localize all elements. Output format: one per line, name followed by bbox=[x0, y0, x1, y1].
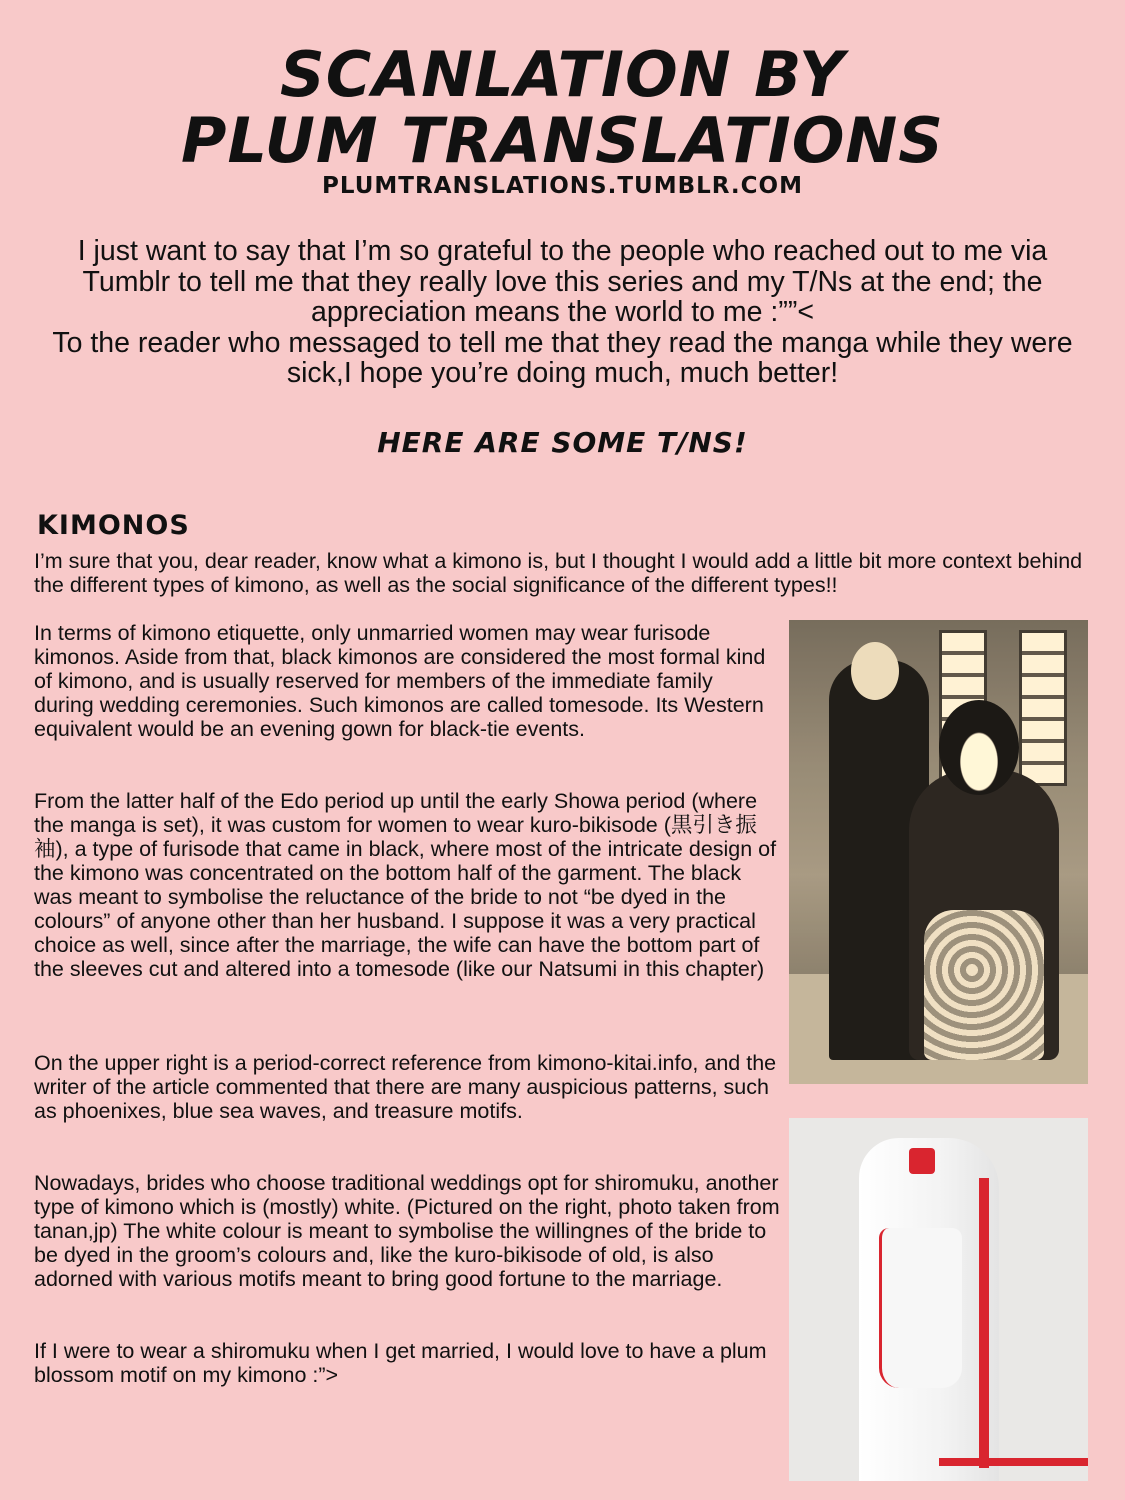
section-heading-kimonos: KIMONOS bbox=[37, 510, 190, 541]
intro-thanks: I just want to say that I’m so grateful to the people who reached out to me via Tumblr to tell me that they really love this series and my T/Ns at the end; the appreciation means the world to me :””< bbox=[77, 235, 1048, 328]
paragraph-etiquette: In terms of kimono etiquette, only unmarried women may wear furisode kimonos. Aside from that, black kimonos are considered the most formal kind of kimono, and is usually reserved for members of the immediate family during wedding ceremonies. Such kimonos are called tomesode. Its Western equivalent would be an evening gown for black-tie events. bbox=[34, 621, 766, 741]
kimono-pattern bbox=[924, 910, 1044, 1060]
page-title bbox=[0, 38, 1125, 177]
intro-get-well: To the reader who messaged to tell me that they read the manga while they were sick,I hope you’re doing much, much better! bbox=[52, 326, 1073, 389]
paragraph-reference: On the upper right is a period-correct reference from kimono-kitai.info, and the writer of the article commented that there are many auspicious patterns, such as phoenixes, blue sea waves, and treasure motifs. bbox=[34, 1051, 777, 1123]
intro-message bbox=[40, 236, 1085, 389]
red-lining bbox=[979, 1178, 989, 1468]
window-decor bbox=[1019, 630, 1067, 786]
paragraph-intro: I’m sure that you, dear reader, know what a kimono is, but I thought I would add a little bit more context behind the different types of kimono, as well as the social significance of the different types!! bbox=[34, 549, 1083, 597]
title-line-1: SCANLATION BY bbox=[280, 38, 845, 111]
red-hem bbox=[939, 1458, 1088, 1466]
paragraph-kuro-bikisode: From the latter half of the Edo period up until the early Showa period (where the manga is set), it was custom for women to wear kuro-bikisode (黒引き振袖), a type of furisode that came in black, where most of the intricate design of the kimono was concentrated on the bottom half of the garment. The black was meant to symbolise the reluctance of the bride to not “be dyed in the colours” of anyone other than her husband. I suppose it was a very practical choice as well, since after the marriage, the wife can have the bottom part of the sleeves cut and altered into a tomesode (like our Natsumi in this chapter) bbox=[34, 789, 777, 981]
paragraph-closing: If I were to wear a shiromuku when I get married, I would love to have a plum blossom motif on my kimono :”> bbox=[34, 1339, 767, 1387]
title-line-2: PLUM TRANSLATIONS bbox=[181, 104, 944, 177]
bride-head bbox=[939, 700, 1019, 795]
wedding-photo bbox=[789, 620, 1088, 1084]
tns-heading: HERE ARE SOME T/NS! bbox=[377, 426, 748, 459]
shiromuku-sleeve bbox=[879, 1228, 962, 1388]
red-collar bbox=[909, 1148, 935, 1174]
tumblr-url: PLUMTRANSLATIONS.TUMBLR.COM bbox=[322, 173, 803, 199]
groom-head bbox=[851, 642, 899, 700]
shiromuku-photo bbox=[789, 1118, 1088, 1481]
paragraph-shiromuku: Nowadays, brides who choose traditional weddings opt for shiromuku, another type of kimono which is (mostly) white. (Pictured on the right, photo taken from tanan,jp) The white colour is meant to symbolise the willingnes of the bride to be dyed in the groom’s colours and, like the kuro-bikisode of old, is also adorned with various motifs meant to bring good fortune to the marriage. bbox=[34, 1171, 780, 1291]
